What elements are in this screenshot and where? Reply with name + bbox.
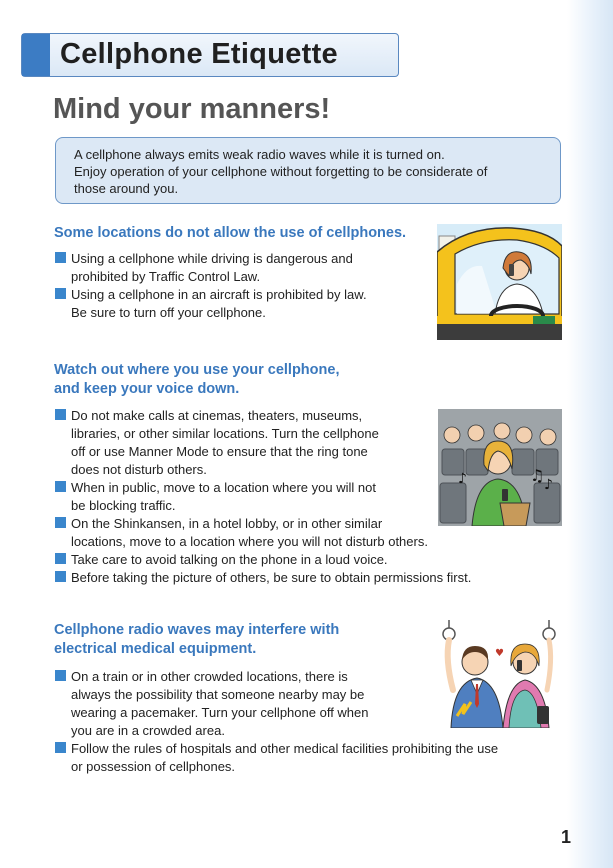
list-item: Using a cellphone while driving is dangerous and prohibited by Traffic Control Law. [54, 250, 367, 286]
bullet-square-icon [55, 409, 66, 420]
bullet-square-icon [55, 553, 66, 564]
theater-illustration [438, 409, 562, 526]
side-gradient-strip [567, 0, 613, 868]
list-item: Take care to avoid talking on the phone in a loud voice. [54, 551, 471, 569]
intro-line: A cellphone always emits weak radio waves while it is turned on. [74, 147, 445, 162]
svg-text:♥: ♥ [495, 648, 504, 659]
page-subtitle: Mind your manners! [53, 93, 331, 125]
title-tab-accent [22, 34, 50, 76]
bullet-square-icon [55, 571, 66, 582]
svg-text:♪: ♪ [458, 471, 467, 487]
section-heading-medical: Cellphone radio waves may interfere with electrical medical equipment. [54, 622, 340, 657]
bullet-square-icon [55, 517, 66, 528]
intro-line: those around you. [74, 181, 179, 196]
title-banner [21, 33, 399, 77]
page-title: Cellphone Etiquette [60, 38, 338, 70]
intro-box [55, 137, 561, 204]
bullet-square-icon [55, 742, 66, 753]
svg-text:♫: ♫ [530, 466, 545, 485]
section-heading-locations: Some locations do not allow the use of cellphones. [54, 225, 407, 241]
page-number: 1 [560, 827, 571, 847]
list-item: Follow the rules of hospitals and other medical facilities prohibiting the use or possession of cellphones. [54, 740, 498, 776]
list-item: On the Shinkansen, in a hotel lobby, or in other similar locations, move to a location where you will not disturb others. [54, 515, 471, 551]
intro-line: Enjoy operation of your cellphone without forgetting to be considerate of [74, 164, 488, 179]
bullet-square-icon [55, 288, 66, 299]
list-item: When in public, move to a location where you will not be blocking traffic. [54, 479, 471, 515]
list-item: On a train or in other crowded locations, there is always the possibility that someone nearby may be wearing a pacemaker. Turn your cellphone off when you are in a crowded area. [54, 668, 498, 740]
bullet-square-icon [55, 481, 66, 492]
bullet-square-icon [55, 670, 66, 681]
driving-illustration [437, 224, 562, 340]
list-item: Using a cellphone in an aircraft is prohibited by law. Be sure to turn off your cellphone. [54, 286, 367, 322]
bullet-square-icon [55, 252, 66, 263]
list-item: Do not make calls at cinemas, theaters, museums, libraries, or other similar locations. Turn the cellphone off or use Manner Mode to ensure that the ring tone does not disturb others. [54, 407, 471, 479]
bullet-list-medical [54, 668, 498, 776]
section-heading-voice: Watch out where you use your cellphone, and keep your voice down. [54, 362, 340, 397]
bullet-list-voice [54, 407, 471, 587]
bullet-list-locations [54, 250, 367, 322]
list-item: Before taking the picture of others, be sure to obtain permissions first. [54, 569, 471, 587]
train-illustration [437, 620, 562, 728]
svg-text:♪: ♪ [544, 477, 553, 493]
